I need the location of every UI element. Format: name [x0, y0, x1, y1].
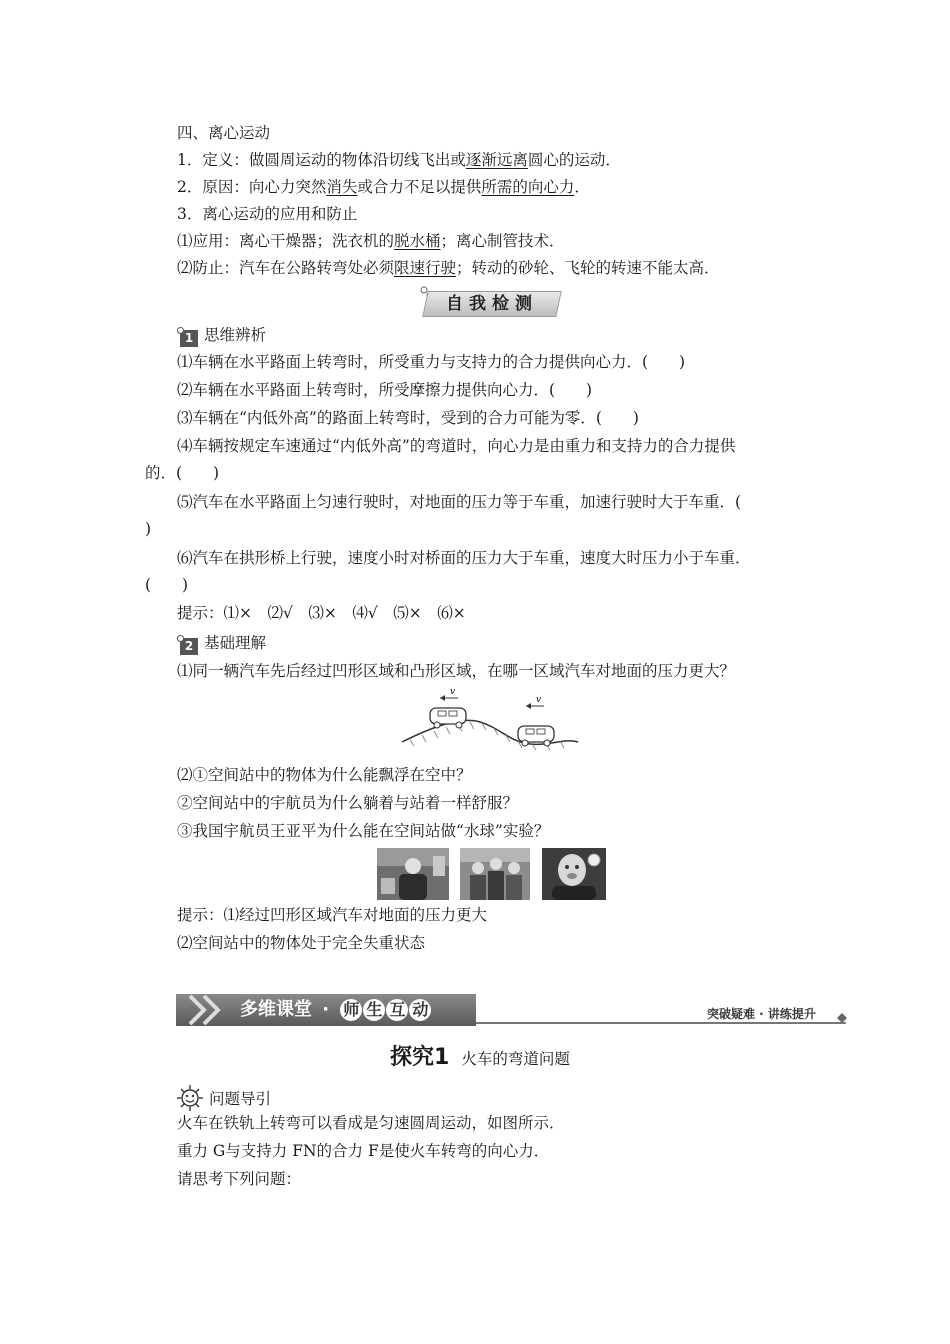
cause-line: 2．原因：向心力突然消失或合力不足以提供所需的向心力．	[177, 178, 590, 196]
classroom-banner-title: 多维课堂 · 师 生 互 动	[240, 998, 431, 1022]
question-4: ⑷车辆按规定车速通过“内低外高”的弯道时，向心力是由重力和支持力的合力提供	[177, 437, 736, 455]
basic-question-1: ⑴同一辆汽车先后经过凹形区域和凸形区域，在哪一区域汽车对地面的压力更大？	[177, 662, 736, 680]
part2-badge: 2	[180, 638, 198, 655]
basic-question-2c: ③我国宇航员王亚平为什么能在空间站做“水球”实验？	[177, 822, 550, 840]
diamond-icon	[836, 1012, 848, 1024]
banner-rule	[476, 1022, 846, 1024]
part1-heading: 1 思维辨析	[180, 325, 266, 347]
part2-heading: 2 基础理解	[180, 633, 266, 655]
question-5-cont: )	[145, 520, 152, 538]
car-right	[518, 726, 554, 746]
hint-2b: ⑵空间站中的物体处于完全失重状态	[177, 934, 426, 952]
basic-question-2b: ②空间站中的宇航员为什么躺着与站着一样舒服？	[177, 794, 519, 812]
basic-question-2a: ⑵①空间站中的物体为什么能飘浮在空中？	[177, 766, 472, 784]
explore-paragraph-1: 火车在铁轨上转弯可以看成是匀速圆周运动，如图所示．	[177, 1114, 565, 1132]
hint-1: 提示：⑴× ⑵√ ⑶× ⑷√ ⑸× ⑹×	[177, 604, 466, 622]
prevention-line: ⑵防止：汽车在公路转弯处必须限速行驶；转动的砂轮、飞轮的转速不能太高．	[177, 259, 720, 277]
question-5: ⑸汽车在水平路面上匀速行驶时，对地面的压力等于车重，加速行驶时大于车重．(	[177, 493, 742, 511]
astronaut-photo-3	[542, 848, 606, 900]
astronaut-photo-1	[377, 848, 449, 900]
question-guide-heading: 问题导引	[177, 1085, 271, 1111]
chevron-arrows-icon	[186, 994, 230, 1026]
self-check-banner: 自我检测	[422, 291, 562, 317]
velocity-label-2: v	[536, 695, 542, 705]
application-title: 3．离心运动的应用和防止	[177, 205, 358, 223]
question-1: ⑴车辆在水平路面上转弯时，所受重力与支持力的合力提供向心力．( )	[177, 353, 686, 371]
road-cars-figure	[400, 686, 580, 752]
question-4-cont: 的．( )	[145, 464, 220, 482]
explore-paragraph-3: 请思考下列问题：	[177, 1170, 302, 1188]
application-line: ⑴应用：离心干燥器；洗衣机的脱水桶；离心制管技术．	[177, 232, 565, 250]
explore-title: 探究1 火车的弯道问题	[390, 1045, 570, 1070]
explore-paragraph-2: 重力 G与支持力 FN的合力 F是使火车转弯的向心力．	[177, 1142, 550, 1160]
hint-2a: 提示：⑴经过凹形区域汽车对地面的压力更大	[177, 906, 488, 924]
question-2: ⑵车辆在水平路面上转弯时，所受摩擦力提供向心力．( )	[177, 381, 593, 399]
definition-line: 1．定义：做圆周运动的物体沿切线飞出或逐渐远离圆心的运动．	[177, 151, 621, 169]
section-heading: 四、离心运动	[177, 124, 271, 142]
velocity-label-1: v	[450, 687, 456, 697]
question-3: ⑶车辆在“内低外高”的路面上转弯时，受到的合力可能为零．( )	[177, 409, 639, 427]
question-6: ⑹汽车在拱形桥上行驶，速度小时对桥面的压力大于车重，速度大时压力小于车重．	[177, 549, 751, 567]
astronaut-photo-2	[460, 848, 530, 900]
part1-badge: 1	[180, 330, 198, 347]
car-left	[430, 708, 466, 728]
smiley-sun-icon	[177, 1085, 203, 1111]
banner-right-tag: 突破疑难 · 讲练提升	[707, 1007, 816, 1021]
question-6-cont: ( )	[145, 576, 189, 594]
